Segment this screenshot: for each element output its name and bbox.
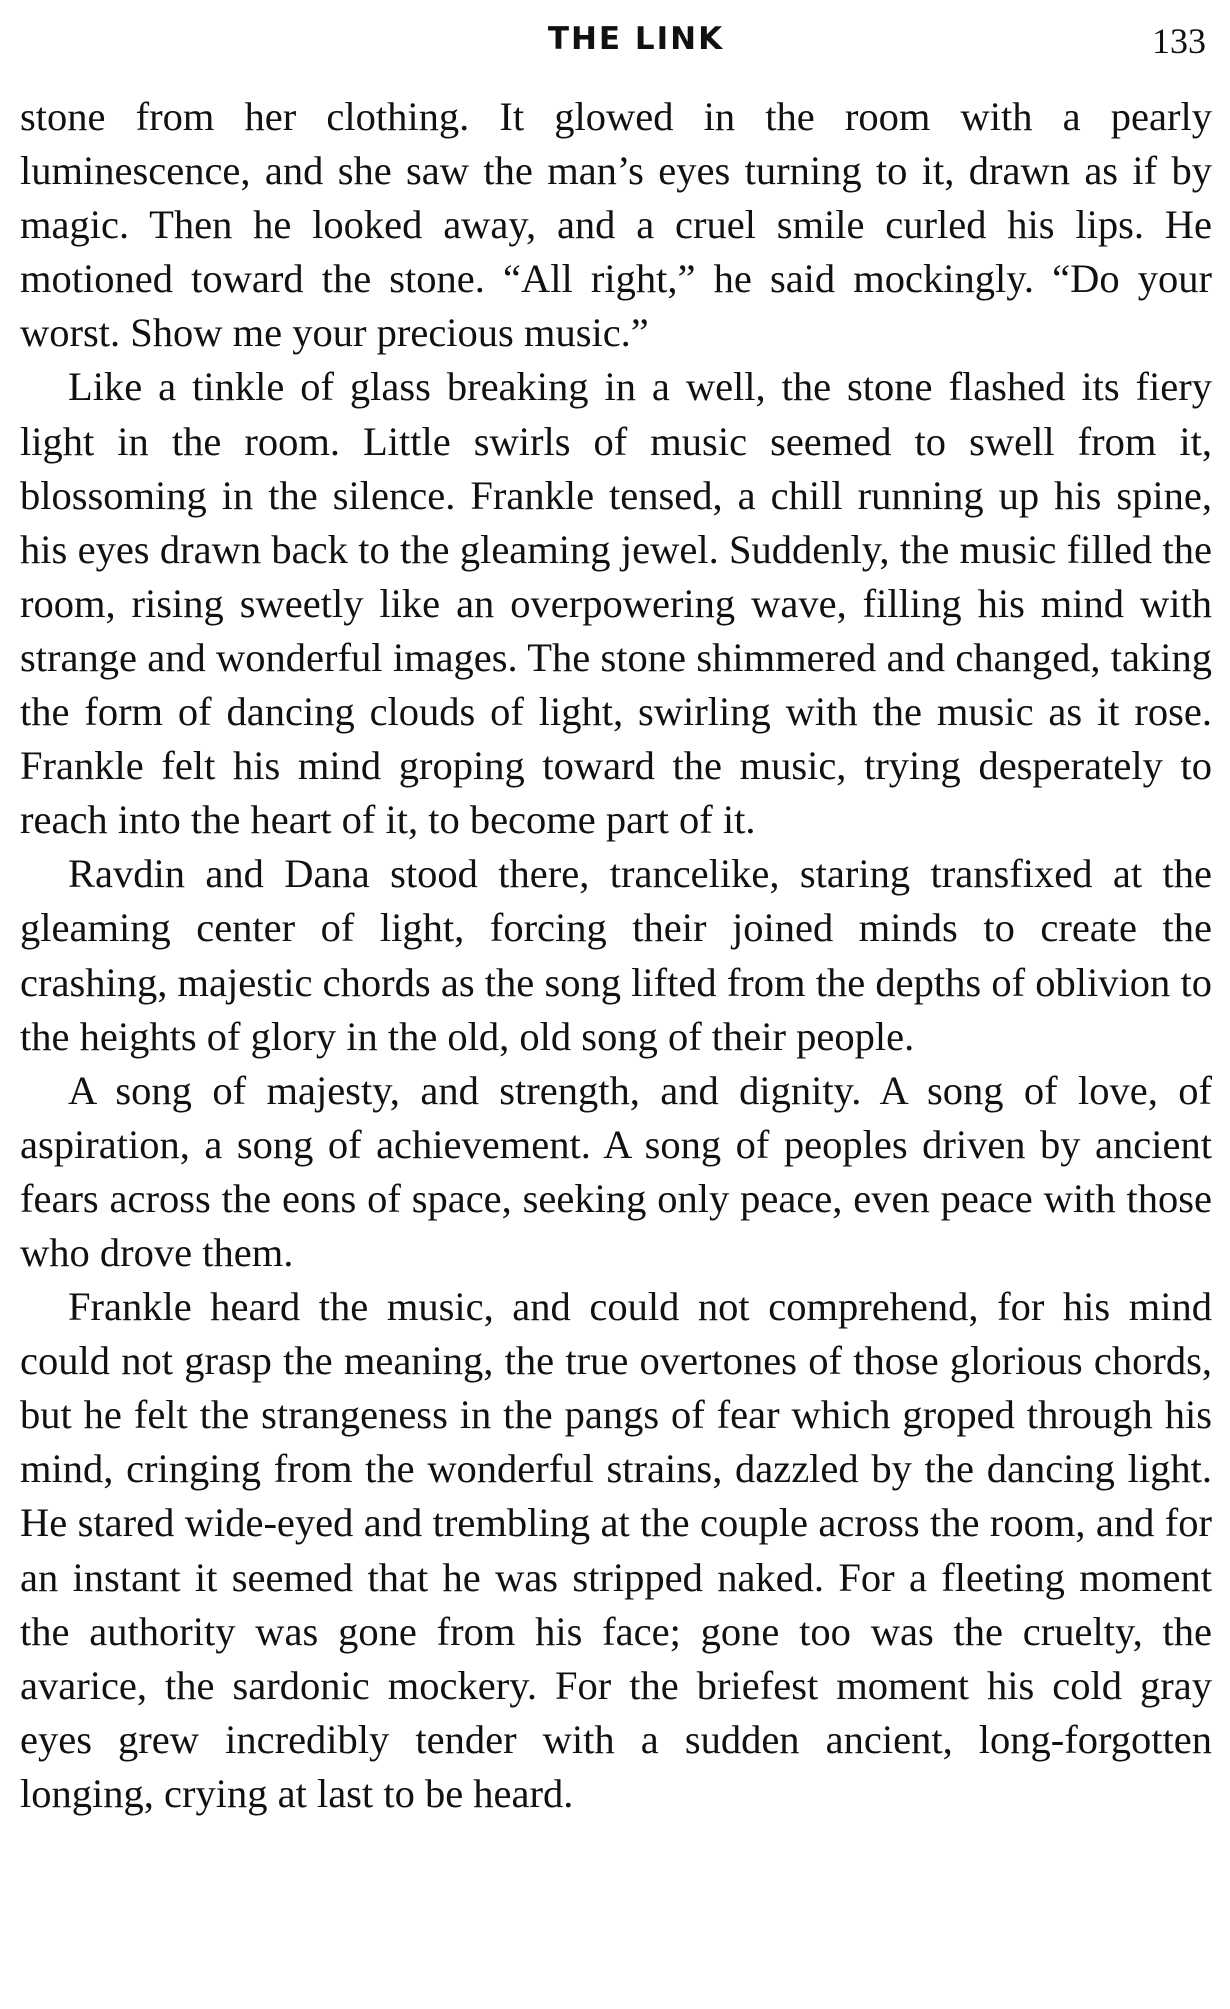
running-head-title: THE LINK	[547, 21, 725, 57]
paragraph: Ravdin and Dana stood there, trancelike, staring transfixed at the gleaming center of light, forcing their joined minds to create the crashing, majestic chords as the song lifted from the depths of oblivion to the heights of glory in the old, old song of their people.	[20, 851, 1212, 1059]
paragraph: A song of majesty, and strength, and dignity. A song of love, of aspiration, a song of achievement. A song of peoples driven by ancient fears across the eons of space, seeking only peace, even peace with those who drove them.	[20, 1067, 1212, 1275]
body-text	[20, 90, 1212, 1821]
page-number: 133	[1152, 21, 1206, 61]
paragraph: Like a tinkle of glass breaking in a well, the stone flashed its fiery light in the room. Little swirls of music seemed to swell from it, blossoming in the silence. Frankle tensed, a chill running up his spine, his eyes drawn back to the gleaming jewel. Suddenly, the music filled the room, rising sweetly like an overpowering wave, filling his mind with strange and wonderful images. The stone shimmered and changed, taking the form of dancing clouds of light, swirling with the music as it rose. Frankle felt his mind groping toward the music, trying desperately to reach into the heart of it, to become part of it.	[20, 364, 1212, 843]
running-head	[20, 18, 1212, 70]
paragraph: Frankle heard the music, and could not comprehend, for his mind could not grasp the meaning, the true overtones of those glorious chords, but he felt the strangeness in the pangs of fear which groped through his mind, cringing from the wonderful strains, dazzled by the dancing light. He stared wide-eyed and trembling at the couple across the room, and for an instant it seemed that he was stripped naked. For a fleeting moment the authority was gone from his face; gone too was the cruelty, the avarice, the sardonic mockery. For the briefest moment his cold gray eyes grew incredibly tender with a sudden ancient, long-forgotten longing, crying at last to be heard.	[20, 1284, 1212, 1816]
paragraph-continued: stone from her clothing. It glowed in the room with a pearly luminescence, and she saw the man’s eyes turning to it, drawn as if by magic. Then he looked away, and a cruel smile curled his lips. He motioned toward the stone. “All right,” he said mockingly. “Do your worst. Show me your precious music.”	[20, 94, 1212, 356]
